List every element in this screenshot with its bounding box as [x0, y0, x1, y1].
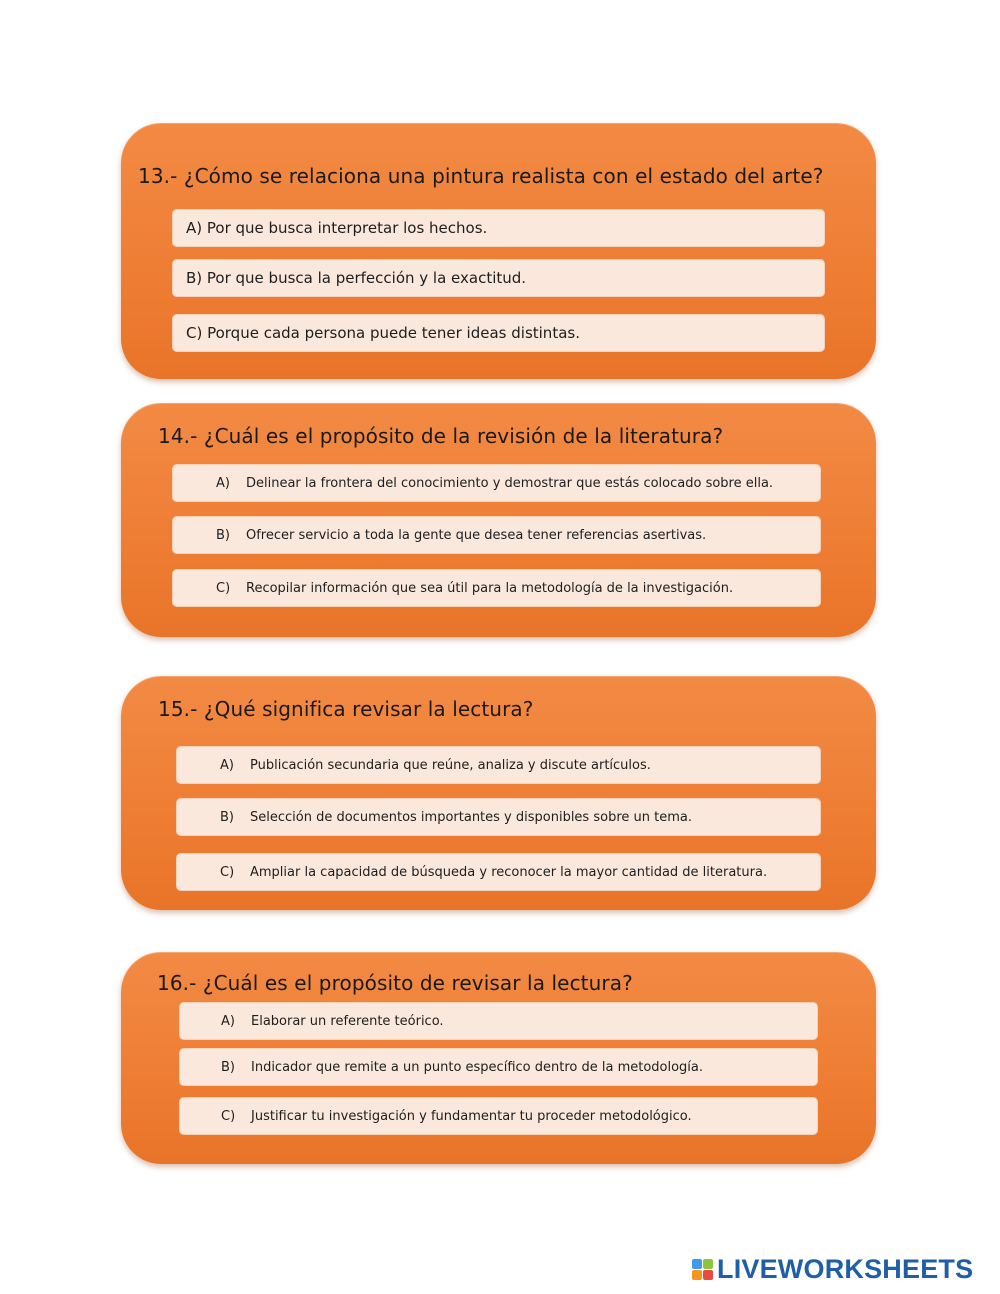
answer-option-13b[interactable] — [172, 259, 825, 297]
answer-text: B) Por que busca la perfección y la exactitud. — [186, 269, 527, 287]
answer-text: Justificar tu investigación y fundamentar tu proceder metodológico. — [251, 1108, 692, 1124]
question-card-14 — [121, 403, 876, 637]
answer-letter: B) — [221, 1059, 235, 1075]
answer-option-15c[interactable] — [176, 853, 821, 891]
question-card-15 — [121, 676, 876, 910]
answer-text: Indicador que remite a un punto específico dentro de la metodología. — [251, 1059, 704, 1075]
answer-letter: A) — [216, 475, 230, 491]
logo-square-l — [692, 1259, 702, 1269]
answer-letter: C) — [216, 580, 231, 596]
logo-square-e — [703, 1270, 713, 1280]
logo-square-v — [692, 1270, 702, 1280]
logo-grid-icon — [692, 1259, 713, 1280]
answer-option-16b[interactable] — [179, 1048, 818, 1086]
answer-option-14a[interactable] — [172, 464, 821, 502]
answer-letter: B) — [216, 527, 230, 543]
answer-text: Delinear la frontera del conocimiento y demostrar que estás colocado sobre ella. — [246, 475, 774, 491]
answer-letter: C) — [221, 1108, 236, 1124]
question-title-15: 15.- ¿Qué significa revisar la lectura? — [158, 697, 534, 721]
answer-option-16c[interactable] — [179, 1097, 818, 1135]
answer-option-15a[interactable] — [176, 746, 821, 784]
logo-square-i — [703, 1259, 713, 1269]
answer-option-13a[interactable] — [172, 209, 825, 247]
answer-option-16a[interactable] — [179, 1002, 818, 1040]
answer-option-14c[interactable] — [172, 569, 821, 607]
answer-text: Recopilar información que sea útil para la metodología de la investigación. — [246, 580, 734, 596]
question-card-13 — [121, 123, 876, 379]
answer-letter: A) — [221, 1013, 235, 1029]
question-title-13: 13.- ¿Cómo se relaciona una pintura realista con el estado del arte? — [138, 164, 824, 188]
answer-letter: C) — [220, 864, 235, 880]
answer-option-15b[interactable] — [176, 798, 821, 836]
answer-letter: A) — [220, 757, 234, 773]
answer-text: Elaborar un referente teórico. — [251, 1013, 444, 1029]
answer-option-13c[interactable] — [172, 314, 825, 352]
question-card-16 — [121, 952, 876, 1164]
question-title-14: 14.- ¿Cuál es el propósito de la revisión de la literatura? — [158, 424, 724, 448]
answer-text: Ofrecer servicio a toda la gente que desea tener referencias asertivas. — [246, 527, 707, 543]
answer-letter: B) — [220, 809, 234, 825]
answer-text: C) Porque cada persona puede tener ideas distintas. — [186, 324, 580, 342]
liveworksheets-logo[interactable] — [692, 1254, 973, 1284]
answer-text: Publicación secundaria que reúne, analiza y discute artículos. — [250, 757, 651, 773]
answer-option-14b[interactable] — [172, 516, 821, 554]
question-title-16: 16.- ¿Cuál es el propósito de revisar la lectura? — [157, 971, 633, 995]
answer-text: Ampliar la capacidad de búsqueda y reconocer la mayor cantidad de literatura. — [250, 864, 768, 880]
logo-text: LIVEWORKSHEETS — [717, 1253, 974, 1284]
answer-text: A) Por que busca interpretar los hechos. — [186, 219, 488, 237]
answer-text: Selección de documentos importantes y disponibles sobre un tema. — [250, 809, 692, 825]
